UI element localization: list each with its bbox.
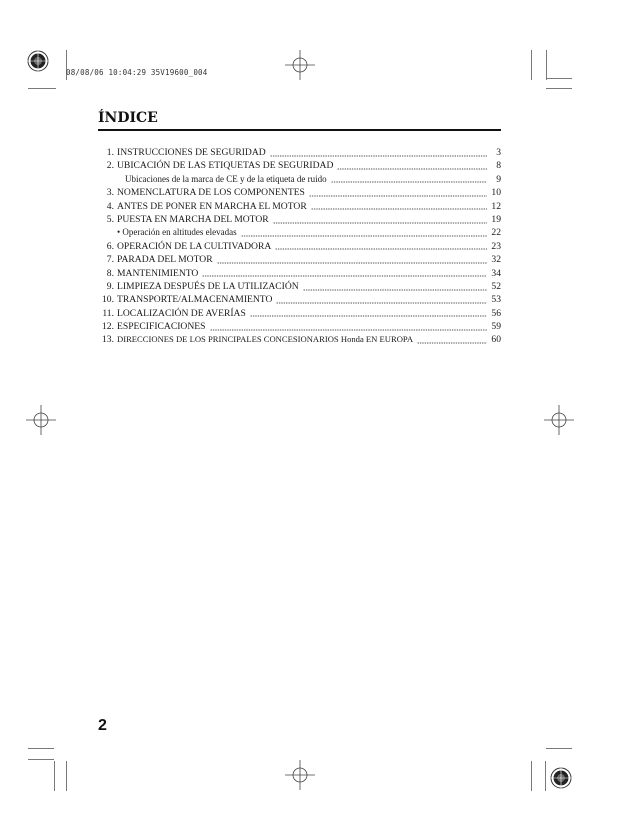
toc-entry-title: • Operación en altitudes elevadas [117,227,237,238]
crop-mark [546,748,572,749]
page-number: 2 [98,717,107,734]
toc-entry[interactable] [98,200,501,213]
toc-entry-number: 4. [106,200,114,212]
toc-entry[interactable] [98,280,501,293]
toc-entry-number: 10. [102,294,114,306]
toc-entry-title: Ubicaciones de la marca de CE y de la etiqueta de ruido [125,173,327,184]
dot-leader [273,216,487,224]
crop-mark [546,50,547,80]
toc-entry-number: 12. [102,321,114,333]
toc-entry-page: 8 [496,160,501,172]
toc-entry-title: LIMPIEZA DESPUÉS DE LA UTILIZACIÓN [117,280,299,292]
dot-leader [217,256,487,264]
toc-entry-page: 3 [496,147,501,158]
toc-entry-title: MANTENIMIENTO [117,267,199,279]
toc-entry-title: OPERACIÓN DE LA CULTIVADORA [117,240,272,252]
dot-leader [276,296,487,304]
toc-entry-title: ESPECIFICACIONES [117,321,206,333]
toc-entry-title: LOCALIZACIÓN DE AVERÍAS [117,307,246,319]
title-rule [98,129,501,131]
toc-entry-title: PUESTA EN MARCHA DEL MOTOR [117,213,269,225]
toc-entry[interactable] [98,186,501,199]
toc-entry-page: 32 [491,254,501,266]
dot-leader [303,283,487,291]
crop-mark [531,50,532,80]
crosshair-icon [285,50,315,80]
table-of-contents [98,146,501,347]
toc-entry-number: 5. [106,213,114,225]
toc-entry-title: NOMENCLATURA DE LOS COMPONENTES [117,187,305,199]
toc-subentry[interactable] [98,173,501,186]
toc-entry-page: 22 [491,227,501,239]
toc-entry-page: 59 [491,321,501,333]
toc-entry-number: 6. [106,240,114,252]
toc-entry-number: 2. [106,160,114,172]
toc-entry-title: DIRECCIONES DE LOS PRINCIPALES CONCESIONARIOS Honda EN EUROPA [117,334,414,345]
print-stamp: 08/08/06 10:04:29 35V19600_004 [66,68,208,77]
registration-target-icon [27,50,49,72]
toc-entry-number: 11. [102,307,114,319]
dot-leader [202,269,487,277]
crosshair-icon [544,405,574,435]
toc-entry-number: 7. [106,254,114,266]
toc-entry[interactable] [98,253,501,266]
crosshair-icon [285,760,315,790]
toc-entry-page: 52 [491,280,501,292]
crop-mark [28,759,54,760]
dot-leader [337,162,487,170]
toc-entry-title: UBICACIÓN DE LAS ETIQUETAS DE SEGURIDAD [117,160,334,172]
dot-leader [311,202,487,210]
toc-entry[interactable] [98,307,501,320]
toc-entry-page: 9 [496,173,501,185]
toc-entry[interactable] [98,159,501,172]
crop-mark [546,78,572,79]
page-title: ÍNDICE [98,110,158,126]
dot-leader [331,175,487,183]
dot-leader [309,189,487,197]
toc-entry-number: 3. [106,187,114,199]
crosshair-icon [26,405,56,435]
toc-entry[interactable] [98,333,501,346]
toc-entry-page: 34 [491,267,501,279]
dot-leader [417,336,487,344]
dot-leader [275,242,487,250]
crop-mark [545,761,546,791]
toc-entry-page: 56 [491,307,501,319]
toc-entry-page: 19 [491,213,501,225]
toc-entry-number: 13. [102,334,114,346]
registration-target-icon [550,767,572,789]
toc-entry-title: PARADA DEL MOTOR [117,254,213,266]
crop-mark [66,761,67,791]
toc-entry-title: INSTRUCCIONES DE SEGURIDAD [117,147,266,158]
dot-leader [270,149,487,157]
toc-entry-page: 23 [491,240,501,252]
toc-entry[interactable] [98,213,501,226]
toc-entry[interactable] [98,293,501,306]
toc-entry-number: 9. [106,280,114,292]
toc-entry-title: TRANSPORTE/ALMACENAMIENTO [117,294,273,306]
toc-entry-page: 60 [491,334,501,346]
toc-entry[interactable] [98,267,501,280]
toc-entry-title: ANTES DE PONER EN MARCHA EL MOTOR [117,200,307,212]
crop-mark [54,761,55,791]
toc-entry[interactable] [98,320,501,333]
toc-entry-page: 10 [491,187,501,199]
dot-leader [241,229,487,237]
dot-leader [210,323,488,331]
toc-entry-number: 1. [106,147,114,158]
toc-entry-page: 12 [491,200,501,212]
crop-mark [531,761,532,791]
toc-entry-page: 53 [491,294,501,306]
dot-leader [250,309,487,317]
crop-mark [28,748,54,749]
toc-entry-number: 8. [106,267,114,279]
toc-entry[interactable] [98,240,501,253]
toc-entry[interactable] [98,146,501,159]
crop-mark [546,88,572,89]
crop-mark [28,88,56,89]
toc-subentry[interactable] [98,226,501,239]
